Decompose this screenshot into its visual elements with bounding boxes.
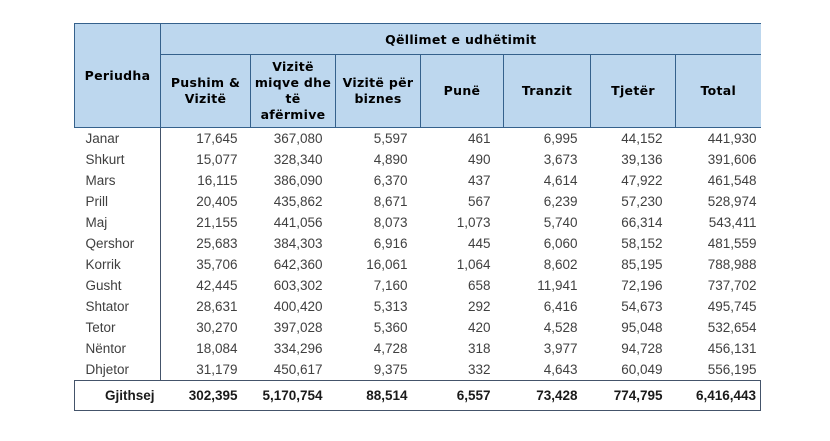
data-cell: 25,683 (196, 236, 238, 251)
row-label: Gusht (75, 275, 161, 296)
table-row (75, 191, 761, 212)
data-cell: 420 (467, 320, 491, 335)
total-cell: 73,428 (504, 381, 591, 411)
data-cell: 7,160 (373, 278, 408, 293)
data-cell: 5,360 (373, 320, 408, 335)
table-body (75, 128, 761, 381)
data-cell: 461 (467, 131, 491, 146)
data-cell: 16,061 (366, 257, 408, 272)
row-label: Dhjetor (75, 359, 161, 381)
table-footer (75, 381, 761, 411)
data-cell: 441,056 (273, 215, 323, 230)
data-cell: 461,548 (707, 173, 757, 188)
data-cell: 44,152 (621, 131, 663, 146)
row-label: Janar (75, 128, 161, 150)
travel-purposes-table (74, 23, 761, 411)
column-header: Tranzit (504, 55, 591, 128)
data-cell: 5,313 (373, 299, 408, 314)
data-cell: 456,131 (707, 341, 757, 356)
data-cell: 318 (467, 341, 491, 356)
data-cell: 15,077 (196, 152, 238, 167)
total-cell: 88,514 (336, 381, 421, 411)
data-cell: 397,028 (273, 320, 323, 335)
total-cell: 5,170,754 (251, 381, 336, 411)
data-cell: 4,890 (373, 152, 408, 167)
data-cell: 367,080 (273, 131, 323, 146)
table-row (75, 338, 761, 359)
data-cell: 391,606 (707, 152, 757, 167)
data-cell: 437 (467, 173, 491, 188)
data-cell: 6,995 (543, 131, 578, 146)
table-row (75, 233, 761, 254)
column-header: Punë (421, 55, 504, 128)
column-header: Pushim & Vizitë (161, 55, 251, 128)
data-cell: 6,060 (543, 236, 578, 251)
data-cell: 4,614 (543, 173, 578, 188)
data-cell: 57,230 (621, 194, 663, 209)
data-cell: 4,528 (543, 320, 578, 335)
data-cell: 11,941 (537, 278, 578, 293)
data-cell: 567 (467, 194, 491, 209)
data-cell: 384,303 (273, 236, 323, 251)
data-cell: 18,084 (196, 341, 238, 356)
row-label: Qershor (75, 233, 161, 254)
data-cell: 543,411 (708, 215, 757, 230)
data-cell: 28,631 (196, 299, 238, 314)
row-label: Tetor (75, 317, 161, 338)
table-row (75, 275, 761, 296)
data-cell: 8,073 (373, 215, 408, 230)
row-label: Nëntor (75, 338, 161, 359)
total-cell: 6,557 (421, 381, 504, 411)
data-cell: 495,745 (707, 299, 757, 314)
data-cell: 1,073 (456, 215, 491, 230)
data-cell: 21,155 (196, 215, 238, 230)
data-cell: 85,195 (621, 257, 663, 272)
data-cell: 386,090 (273, 173, 323, 188)
data-cell: 4,728 (373, 341, 408, 356)
data-cell: 737,702 (707, 278, 757, 293)
data-cell: 72,196 (621, 278, 663, 293)
data-cell: 292 (467, 299, 491, 314)
table-row (75, 317, 761, 338)
table-row (75, 296, 761, 317)
row-label: Korrik (75, 254, 161, 275)
data-cell: 42,445 (196, 278, 238, 293)
total-cell: 774,795 (591, 381, 676, 411)
data-cell: 481,559 (707, 236, 757, 251)
data-cell: 658 (467, 278, 491, 293)
row-label: Shkurt (75, 149, 161, 170)
table-row (75, 254, 761, 275)
data-cell: 30,270 (196, 320, 238, 335)
data-cell: 39,136 (621, 152, 663, 167)
data-cell: 6,370 (373, 173, 408, 188)
data-cell: 8,602 (543, 257, 578, 272)
total-label: Gjithsej (75, 381, 161, 411)
data-cell: 328,340 (273, 152, 323, 167)
row-label: Mars (75, 170, 161, 191)
data-cell: 66,314 (621, 215, 663, 230)
data-cell: 642,360 (273, 257, 323, 272)
data-cell: 95,048 (621, 320, 663, 335)
row-label: Maj (75, 212, 161, 233)
data-cell: 450,617 (273, 362, 323, 377)
data-cell: 20,405 (196, 194, 238, 209)
data-cell: 556,195 (707, 362, 757, 377)
table-row (75, 128, 761, 150)
data-cell: 60,049 (621, 362, 663, 377)
data-cell: 4,643 (543, 362, 578, 377)
column-header: Tjetër (591, 55, 676, 128)
table-row (75, 212, 761, 233)
data-cell: 532,654 (707, 320, 757, 335)
data-cell: 47,922 (621, 173, 663, 188)
period-column-header: Periudha (75, 24, 161, 128)
table-row (75, 170, 761, 191)
data-cell: 435,862 (273, 194, 323, 209)
row-label: Shtator (75, 296, 161, 317)
data-cell: 5,597 (373, 131, 408, 146)
data-cell: 490 (467, 152, 491, 167)
data-cell: 94,728 (621, 341, 663, 356)
table-title: Qëllimet e udhëtimit (161, 24, 761, 55)
data-cell: 58,152 (621, 236, 663, 251)
data-cell: 6,916 (373, 236, 408, 251)
data-cell: 35,706 (196, 257, 238, 272)
data-cell: 6,239 (543, 194, 578, 209)
data-cell: 445 (467, 236, 491, 251)
data-cell: 6,416 (543, 299, 578, 314)
data-cell: 3,673 (543, 152, 578, 167)
header-row-columns (75, 55, 761, 128)
total-row (75, 381, 761, 411)
data-cell: 1,064 (456, 257, 491, 272)
data-cell: 16,115 (197, 173, 238, 188)
column-header: Total (676, 55, 761, 128)
data-cell: 8,671 (373, 194, 408, 209)
data-cell: 332 (467, 362, 491, 377)
table-row (75, 359, 761, 381)
table-row (75, 149, 761, 170)
data-cell: 334,296 (273, 341, 323, 356)
table-header (75, 24, 761, 128)
data-cell: 17,645 (196, 131, 238, 146)
data-cell: 441,930 (707, 131, 757, 146)
column-header: Vizitë për biznes (336, 55, 421, 128)
data-cell: 788,988 (707, 257, 757, 272)
row-label: Prill (75, 191, 161, 212)
column-header: Vizitë miqve dhe të afërmive (251, 55, 336, 128)
total-cell: 302,395 (161, 381, 251, 411)
data-cell: 528,974 (707, 194, 757, 209)
header-row-title (75, 24, 761, 55)
data-cell: 31,179 (196, 362, 238, 377)
data-cell: 603,302 (273, 278, 323, 293)
data-cell: 3,977 (543, 341, 578, 356)
data-cell: 9,375 (373, 362, 408, 377)
data-cell: 54,673 (621, 299, 663, 314)
total-cell: 6,416,443 (676, 381, 761, 411)
data-cell: 5,740 (543, 215, 578, 230)
data-cell: 400,420 (273, 299, 323, 314)
